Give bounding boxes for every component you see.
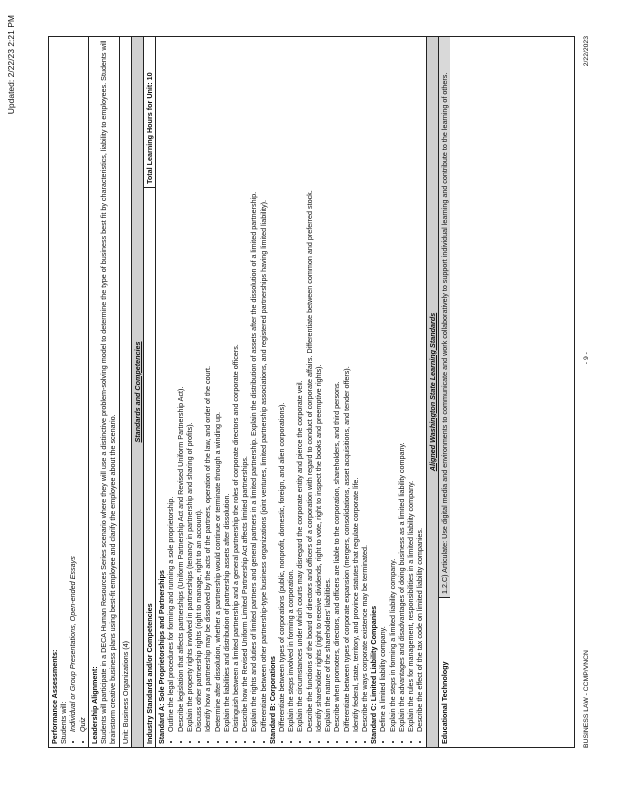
list-item: • Explain the advantages and disadvantages of doing business as a limited liability company. xyxy=(397,40,406,732)
list-item: • Differentiate between types of corporate expansion (mergers, consolidations, asset acquisitions, and tender offers). xyxy=(342,40,351,732)
industry-row xyxy=(144,37,156,747)
leadership-text: Students will participate in a DECA Human Resources Series scenario where they will use a distinctive problem-solving model to determine the type of business best fit by characteristics, liability to employees. Students will brainstorm creative business plans using best-fit employee and clarify the employee about the scenario. xyxy=(99,40,118,744)
list-item: • Differentiate between types of corporations (public, nonprofit, domestic, foreign, and alien corporations). xyxy=(277,40,286,732)
list-item: • Explain the circumstances under which courts may disregard the corporate entity and pierce the corporate veil. xyxy=(295,40,304,732)
performance-intro: Students will: xyxy=(59,701,69,744)
list-item: • Differentiate between other partnership-type business organizations (joint ventures, limited partnership associations, and registered partnerships having limited liability). xyxy=(259,40,268,732)
list-item: • Explain the rights and duties of limited partners and general partners in a limited partnership. Explain the distribution of assets after the dissolution of a limited partnership. xyxy=(249,40,258,732)
footer-course: BUSINESS LAW - CCMP/VNCN xyxy=(583,650,590,748)
list-item: • Identify shareholder rights (right to receive dividends, right to vote, right to inspect the books and preemptive rights). xyxy=(314,40,323,732)
standard-b-title: Standard B: Corporations xyxy=(267,656,277,744)
learning-hours: Total Learning Hours for Unit: 10 xyxy=(144,72,154,184)
edtech-text: 1.2.C) Articulate: Use digital media and environments to communicate and work collaboratively to support individual learning and contribute to the learning of others. xyxy=(439,37,450,597)
list-item: • Explain the property rights involved in partnerships (tenancy in partnership and sharing of profits). xyxy=(185,40,194,732)
performance-item: Quiz xyxy=(77,717,87,732)
performance-title: Performance Assessments: xyxy=(50,649,59,744)
list-item: • Explain the liabilities and distribution of partnership assets after dissolution. xyxy=(222,40,231,732)
list-item: • Explain the rules for management, responsibilities in a limited liability company. xyxy=(406,40,415,732)
list-item: • Explain the steps in forming a limited liability company. xyxy=(388,40,397,732)
edtech-row xyxy=(439,37,450,747)
list-item: • Describe how the Revised Uniform Limited Partnership Act affects limited partnerships. xyxy=(240,40,249,732)
list-item: • Describe the functions of the board of directors and officers of a corporation with regard to conduct of corporate affairs. Differentiate between common and preferred stock. xyxy=(305,40,314,732)
standard-a-title: Standard A: Sole Proprietorships and Partnerships xyxy=(157,570,167,744)
list-item: • Describe the ways corporate existence may be terminated. xyxy=(360,40,369,732)
list-item: • Define a limited liability company. xyxy=(378,40,387,732)
list-item: • Explain the nature of the shareholders' liabilities. xyxy=(323,40,332,732)
page-footer xyxy=(583,36,590,748)
list-item: • Determine after dissolution, whether a partnership would continue or terminate through a winding up. xyxy=(213,40,222,732)
industry-label: Industry Standards and/or Competencies xyxy=(144,187,155,747)
list-item: • Describe when promoters, directors, and officers are liable to the corporation, shareholders, and third persons. xyxy=(332,40,341,732)
document-frame xyxy=(48,36,575,748)
list-item: • Discuss other partnership rights (right to manage, right to an account). xyxy=(194,40,203,732)
standards-heading: Standards and Competencies xyxy=(132,37,144,747)
updated-timestamp: Updated: 2/22/23 2:21 PM xyxy=(6,15,16,115)
footer-page-number: - 9 - xyxy=(583,352,590,365)
edtech-label: Educational Technology xyxy=(439,597,450,747)
standard-c-title: Standard C: Limited Liability Companies xyxy=(369,605,379,744)
performance-assessments xyxy=(49,37,89,747)
list-item: • Describe legislation that affects partnerships (Uniform Partnership Act and Revised Uniform Partnership Act). xyxy=(176,40,185,732)
performance-item: Individual or Group Presentations, Open-ended Essays xyxy=(68,556,78,732)
list-item: • Distinguish between a limited partnership and a general partnership the roles of corporate directors and corporate officers. xyxy=(231,40,240,732)
aligned-standards-heading: Aligned Washington State Learning Standards xyxy=(427,37,439,747)
list-item: • Outline the legal procedures for forming and running a sole proprietorship. xyxy=(166,40,175,732)
unit-label: Unit: Business Organizations (4) xyxy=(120,37,132,747)
leadership-alignment xyxy=(89,37,120,747)
leadership-title: Leadership Alignment: xyxy=(89,666,99,744)
list-item: • Identify federal, state, territory, and province statutes that regulate corporate life. xyxy=(351,40,360,732)
list-item: • Describe the effect of the tax code on limited liability companies. xyxy=(415,40,424,732)
footer-date: 2/22/2023 xyxy=(583,36,590,67)
list-item: • Explain the steps involved in forming a corporation. xyxy=(286,40,295,732)
list-item: • Identify how a partnership may be dissolved by the acts of the partners, operation of the law, and order of the court. xyxy=(203,40,212,732)
standards-list xyxy=(156,37,426,747)
